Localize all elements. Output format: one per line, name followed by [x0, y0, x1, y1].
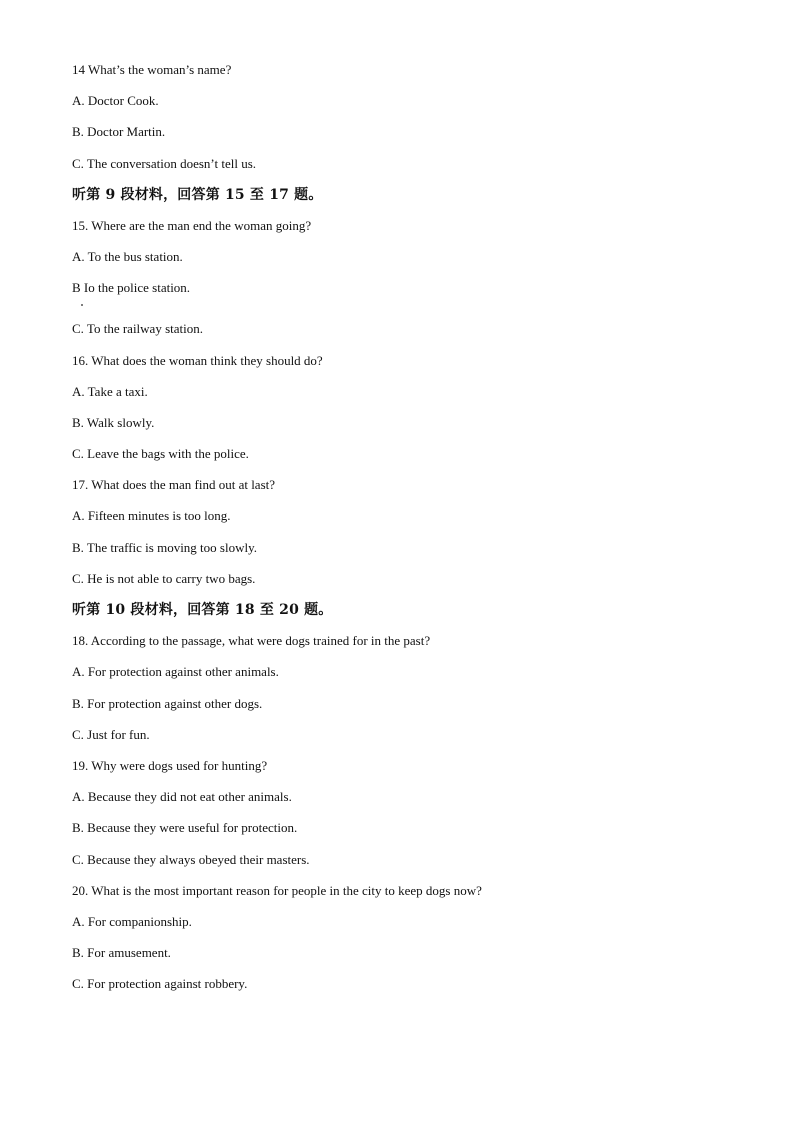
- option-18-a: A. For protection against other animals.: [72, 664, 279, 680]
- option-16-b: B. Walk slowly.: [72, 414, 155, 430]
- option-17-b: B. The traffic is moving too slowly.: [72, 539, 257, 555]
- question-15: 15. Where are the man end the woman going?: [72, 217, 312, 233]
- option-14-c: C. The conversation doesn’t tell us.: [72, 155, 257, 171]
- stray-mark: [81, 304, 83, 306]
- option-17-c: C. He is not able to carry two bags.: [72, 570, 256, 586]
- option-20-c: C. For protection against robbery.: [72, 976, 248, 992]
- document-page: [72, 62, 752, 1007]
- option-17-a: A. Fifteen minutes is too long.: [72, 508, 231, 524]
- option-20-a: A. For companionship.: [72, 913, 192, 929]
- option-20-b: B. For amusement.: [72, 945, 171, 961]
- option-14-a: A. Doctor Cook.: [72, 93, 159, 109]
- option-19-c: C. Because they always obeyed their masters.: [72, 851, 310, 867]
- option-16-a: A. Take a taxi.: [72, 383, 148, 399]
- question-20: 20. What is the most important reason for people in the city to keep dogs now?: [72, 882, 482, 898]
- section-heading-10: 听第 10 段材料，回答第 18 至 20 题。: [72, 602, 333, 618]
- option-19-b: B. Because they were useful for protection.: [72, 820, 298, 836]
- option-16-c: C. Leave the bags with the police.: [72, 446, 249, 462]
- section-heading-9: 听第 9 段材料，回答第 15 至 17 题。: [72, 186, 323, 203]
- option-18-c: C. Just for fun.: [72, 726, 150, 742]
- question-14: 14 What’s the woman’s name?: [72, 62, 232, 77]
- question-17: 17. What does the man find out at last?: [72, 477, 276, 493]
- question-18: 18. According to the passage, what were dogs trained for in the past?: [72, 633, 431, 649]
- option-14-b: B. Doctor Martin.: [72, 124, 166, 140]
- option-15-a: A. To the bus station.: [72, 249, 183, 265]
- option-15-b: B Io the police station.: [72, 280, 191, 296]
- option-18-b: B. For protection against other dogs.: [72, 695, 263, 711]
- question-19: 19. Why were dogs used for hunting?: [72, 757, 268, 773]
- option-15-c: C. To the railway station.: [72, 321, 203, 337]
- option-19-a: A. Because they did not eat other animals.: [72, 789, 292, 805]
- question-16: 16. What does the woman think they should do?: [72, 352, 323, 368]
